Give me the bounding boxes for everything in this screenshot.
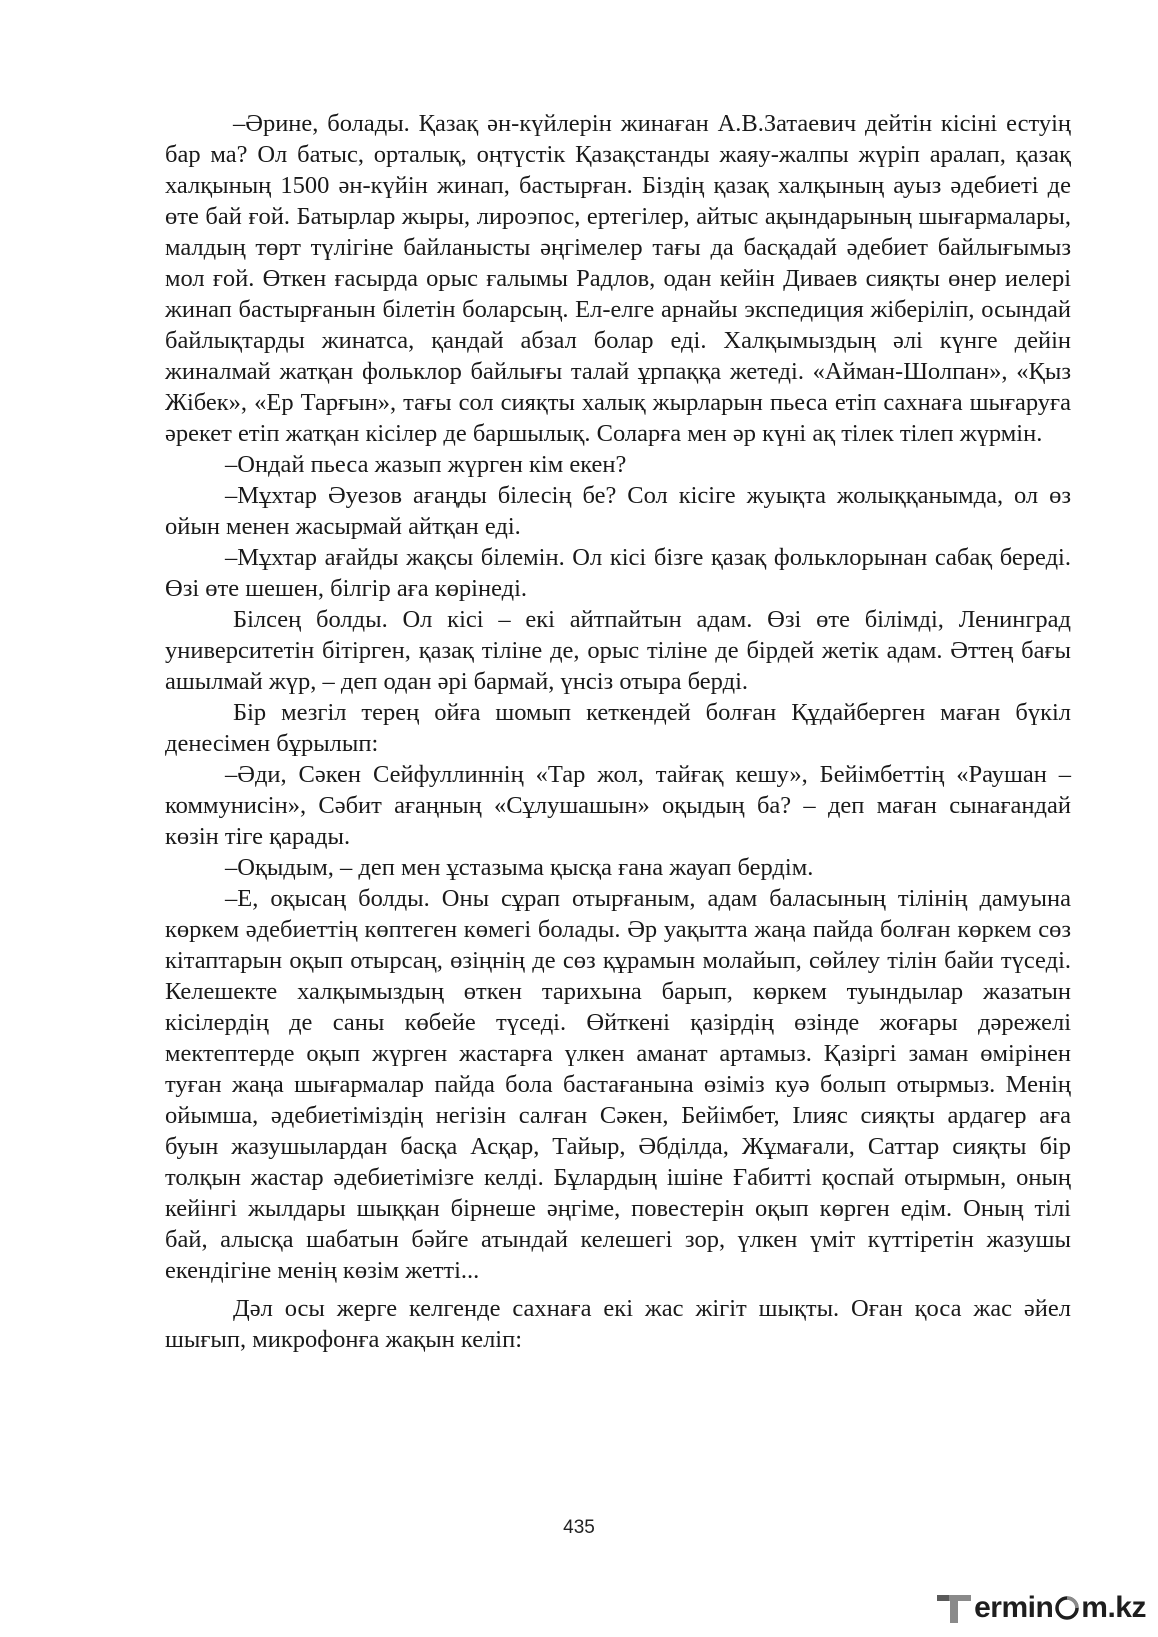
paragraph: –Мұхтар ағайды жақсы білемін. Ол кісі бізге қазақ фольклорынан сабақ береді. Өзі өте шешен, білгір аға көрінеді. [165, 544, 1071, 602]
page-number: 435 [563, 1517, 595, 1538]
termincom-o-circle-icon [1054, 1595, 1080, 1621]
watermark-text-part-2: m.kz [1081, 1591, 1146, 1624]
paragraph: –Әрине, болады. Қазақ ән-күйлерін жинаған А.В.Затаевич дейтін кісіні естуің бар ма? Ол батыс, орталық, оңтүстік Қазақстанды жаяу-жалпы жүріп аралап, қазақ халқының 1500 ән-күйін жинап, бастырған. Біздің қазақ халқының ауыз әдебиеті де өте бай ғой. Батырлар жыры, лироэпос, ертегілер, айтыс ақындарының шығармалары, малдың төрт түлігіне байланысты әңгімелер тағы да басқадай әдебиет байлығымыз мол ғой. Өткен ғасырда орыс ғалымы Радлов, одан кейін Диваев сияқты өнер иелері жинап бастырғанын білетін боларсың. Ел-елге арнайы экспедиция жіберіліп, осындай байлықтарды жинатса, қандай абзал болар еді. Халқымыздың әлі күнге дейін жиналмай жатқан фольклор байлығы талай ұрпаққа жетеді. «Айман-Шолпан», «Қыз Жібек», «Ер Тарғын», тағы сол сияқты халық жырларын пьеса етіп сахнаға шығаруға әрекет етіп жатқан кісілер де баршылық. Соларға мен әр күні ақ тілек тілеп жүрмін. [165, 110, 1071, 447]
paragraph: Білсең болды. Ол кісі – екі айтпайтын адам. Өзі өте білімді, Ленинград университетін бітірген, қазақ тіліне де, орыс тіліне де бірдей жетік адам. Әттең бағы ашылмай жүр, – деп одан әрі бармай, үнсіз отыра берді. [165, 606, 1071, 695]
paragraph: –Ондай пьеса жазып жүрген кім екен? [225, 451, 627, 478]
text-body [165, 108, 1071, 1355]
termincom-watermark [935, 1588, 1146, 1628]
paragraph: Бір мезгіл терең ойға шомып кеткендей болған Құдайберген маған бүкіл денесімен бұрылып: [165, 699, 1071, 757]
paragraph: –Оқыдым, – деп мен ұстазыма қысқа ғана жауап бердім. [225, 854, 814, 881]
watermark-text-part-1: ermin [974, 1591, 1054, 1624]
termincom-t-logo-icon [935, 1589, 973, 1627]
paragraph: Дәл осы жерге келгенде сахнаға екі жас жігіт шықты. Оған қоса жас әйел шығып, микрофонға жақын келіп: [165, 1295, 1071, 1353]
paragraph: –Әди, Сәкен Сейфуллиннің «Тар жол, тайғақ кешу», Бейімбеттің «Раушан – коммунисін», Сәбит ағаңның «Сұлушашын» оқыдың ба? – деп маған сынағандай көзін тіге қарады. [165, 761, 1071, 850]
paragraph: –Мұхтар Әуезов ағаңды білесің бе? Сол кісіге жуықта жолыққанымда, ол өз ойын менен жасырмай айтқан еді. [165, 482, 1071, 540]
paragraph: –Е, оқысаң болды. Оны сұрап отырғаным, адам баласының тілінің дамуына көркем әдебиеттің көптеген көмегі болады. Әр уақытта жаңа пайда болған көркем сөз кітаптарын оқып отырсаң, өзіңнің де сөз құрамын молайып, сөйлеу тілін байи түседі. Келешекте халқымыздың өткен тарихына барып, көркем туындылар жазатын кісілердің де саны көбейе түседі. Өйткені қазірдің өзінде жоғары дәрежелі мектептерде оқып жүрген жастарға үлкен аманат артамыз. Қазіргі заман өмірінен туған жаңа шығармалар пайда бола бастағанына өзіміз куә болып отырмыз. Менің ойымша, әдебиетіміздің негізін салған Сәкен, Бейімбет, Ілияс сияқты ардагер аға буын жазушылардан басқа Асқар, Тайыр, Әбділда, Жұмағали, Саттар сияқты бір толқын жастар әдебиетімізге келді. Бұлардың ішіне Ғабитті қоспай отырмын, оның кейінгі жылдары шыққан бірнеше әңгіме, повестерін оқып көрген едім. Оның тілі бай, алысқа шабатын бәйге атындай келешегі зор, үлкен үміт күттіретін жазушы екендігіне менің көзім жетті... [165, 885, 1071, 1284]
